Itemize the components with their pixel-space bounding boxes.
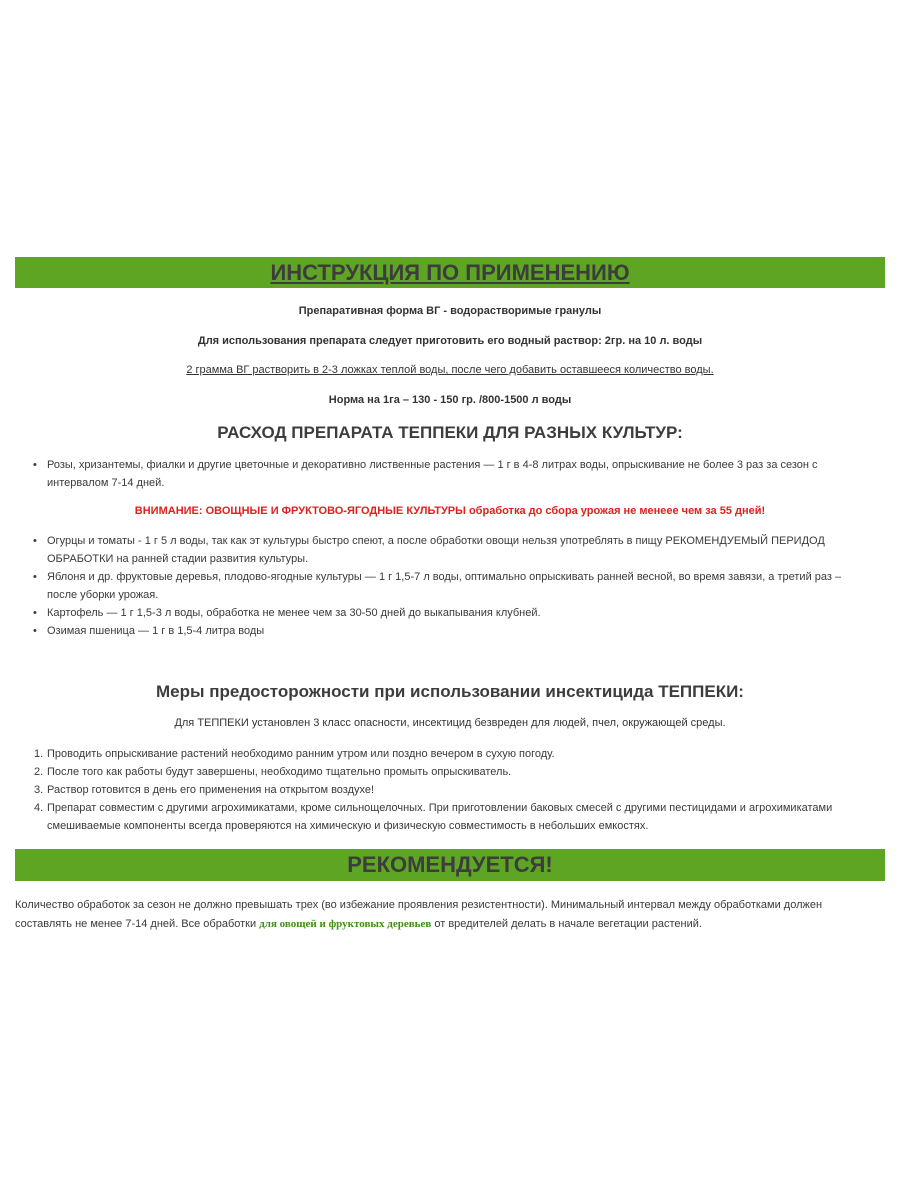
- recommended-banner: [15, 849, 885, 881]
- list-item: • Яблоня и др. фруктовые деревья, плодово-ягодные культуры — 1 г 1,5-7 л воды, оптимально опрыскивать ранней весной, во время завязи, а третий раз – после уборки урожая.: [47, 568, 877, 604]
- dissolve-line: 2 грамма ВГ растворить в 2-3 ложках теплой воды, после чего добавить оставшееся количество воды.: [186, 364, 714, 376]
- list-item: • Розы, хризантемы, фиалки и другие цветочные и декоративно лиственные растения — 1 г в 4-8 литрах воды, опрыскивание не более 3 раз за сезон с интервалом 7-14 дней.: [47, 456, 877, 492]
- warning-text: ВНИМАНИЕ: ОВОЩНЫЕ И ФРУКТОВО-ЯГОДНЫЕ КУЛЬТУРЫ обработка до сбора урожая не менеее чем за 55 дней!: [134, 505, 766, 517]
- recommended-title: РЕКОМЕНДУЕТСЯ!: [347, 852, 553, 877]
- list-item: 4. Препарат совместим с другими агрохимикатами, кроме сильнощелочных. При приготовлении баковых смесей с другими пестицидами и агрохимикатами смешиваемые компоненты всегда проверяются на химическую и физическую совместимость в небольших емкостях.: [34, 802, 833, 832]
- consumption-list-2: [47, 532, 877, 640]
- footer-line-1: Количество обработок за сезон не должно превышать трех (во избежание проявления резистентности). Минимальный интервал между обработками должен: [15, 899, 823, 911]
- formulation-line: Препаративная форма ВГ - водорастворимые гранулы: [298, 305, 602, 317]
- instructions-title: ИНСТРУКЦИЯ ПО ПРИМЕНЕНИЮ: [270, 260, 630, 285]
- list-item: 1. Проводить опрыскивание растений необходимо ранним утром или поздно вечером в сухую погоду.: [34, 748, 555, 760]
- consumption-heading: РАСХОД ПРЕПАРАТА ТЕППЕКИ ДЛЯ РАЗНЫХ КУЛЬТУР:: [217, 423, 683, 442]
- instructions-banner: [15, 257, 885, 288]
- list-item: • Озимая пшеница — 1 г в 1,5-4 литра воды: [47, 622, 877, 640]
- list-item: 3. Раствор готовится в день его применения на открытом воздухе!: [34, 784, 375, 796]
- precautions-list: [34, 745, 877, 835]
- footer-text: [15, 896, 875, 934]
- rate-line: Норма на 1га – 130 - 150 гр. /800-1500 л воды: [328, 394, 572, 406]
- solution-line: Для использования препарата следует приготовить его водный раствор: 2гр. на 10 л. воды: [197, 335, 703, 347]
- footer-line-2: составлять не менее 7-14 дней. Все обработки для овощей и фруктовых деревьев от вредителей делать в начале вегетации растений.: [15, 918, 702, 930]
- hazard-class-line: Для ТЕППЕКИ установлен 3 класс опасности, инсектицид безвреден для людей, пчел, окружающей среды.: [174, 717, 726, 729]
- list-item: • Огурцы и томаты - 1 г 5 л воды, так как эт культуры быстро спеют, а после обработки овощи нельзя употреблять в пищу РЕКОМЕНДУЕМЫЙ ПЕРИДОД ОБРАБОТКИ на ранней стадии развития культуры.: [47, 532, 877, 568]
- consumption-list-1: [47, 456, 877, 492]
- list-item: 2. После того как работы будут завершены, необходимо тщательно промыть опрыскиватель.: [34, 766, 512, 778]
- list-item: • Картофель — 1 г 1,5-3 л воды, обработка не менее чем за 30-50 дней до выкапывания клубней.: [47, 604, 877, 622]
- highlight-text: для овощей и фруктовых деревьев: [259, 918, 432, 930]
- precautions-heading: Меры предосторожности при использовании инсектицида ТЕППЕКИ:: [156, 682, 744, 701]
